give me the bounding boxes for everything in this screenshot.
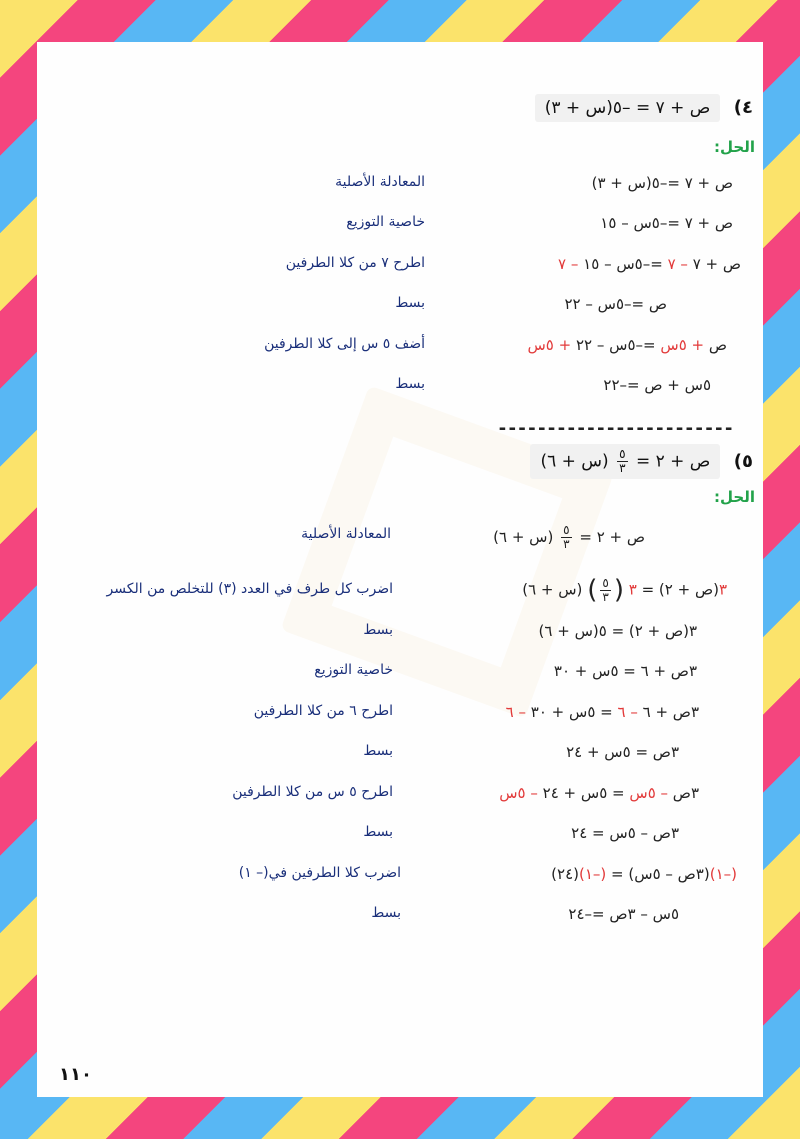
p4-note-3: اطرح ٧ من كلا الطرفين <box>285 255 425 271</box>
problem-4-number: ٤) <box>733 97 753 118</box>
p5-step-7: ٣ص – ٥س = ٥س + ٢٤ – ٥س <box>499 784 699 802</box>
p5-note-7: اطرح ٥ س من كلا الطرفين <box>232 784 393 800</box>
p5-step-8: ٣ص – ٥س = ٢٤ <box>571 824 679 842</box>
p4-step-6: ٥س + ص =–٢٢ <box>603 376 711 394</box>
section-divider: ------------------------ <box>497 418 734 439</box>
fraction: $\frac{٥}{٣}$ <box>619 447 626 475</box>
p4-note-2: خاصية التوزيع <box>346 214 425 230</box>
p5-note-1: المعادلة الأصلية <box>301 526 391 542</box>
p5-note-3: بسط <box>363 622 393 638</box>
p5-note-9: اضرب كلا الطرفين في(– ١) <box>238 865 401 881</box>
p5-step-2: ٣(ص + ٢) = ٣ ( $\frac{٥}{٣}$ ) (س + ٦) <box>522 575 727 605</box>
p4-step-2: ص + ٧ =–٥س – ١٥ <box>600 214 733 232</box>
p5-note-10: بسط <box>371 905 401 921</box>
p4-step-5: ص + ٥س =–٥س – ٢٢ + ٥س <box>527 336 727 354</box>
problem-4-solution-label: الحل: <box>714 138 755 156</box>
p5-note-5: اطرح ٦ من كلا الطرفين <box>253 703 393 719</box>
p4-step-3: ص + ٧ – ٧ =–٥س – ١٥ – ٧ <box>558 255 741 273</box>
p5-note-8: بسط <box>363 824 393 840</box>
p4-note-4: بسط <box>395 295 425 311</box>
p5-note-6: بسط <box>363 743 393 759</box>
p5-step-5: ٣ص + ٦ – ٦ = ٥س + ٣٠ – ٦ <box>505 703 699 721</box>
page-number: ١١٠ <box>59 1064 92 1085</box>
p4-note-5: أضف ٥ س إلى كلا الطرفين <box>264 336 425 352</box>
p5-step-10: ٥س – ٣ص =–٢٤ <box>568 905 679 923</box>
p4-step-4: ص =–٥س – ٢٢ <box>564 295 667 313</box>
p4-step-1: ص + ٧ =–٥(س + ٣) <box>591 174 733 192</box>
problem-5-number: ٥) <box>733 450 753 472</box>
p5-note-2: اضرب كل طرف في العدد (٣) للتخلص من الكسر <box>106 581 393 597</box>
p4-note-1: المعادلة الأصلية <box>335 174 425 190</box>
problem-5-heading <box>530 444 753 479</box>
problem-5-equation: ص + ٢ = $\frac{٥}{٣}$ (س + ٦) <box>530 444 720 479</box>
problem-5-solution-label: الحل: <box>714 488 755 506</box>
p5-step-6: ٣ص = ٥س + ٢٤ <box>566 743 679 761</box>
problem-4-equation: ص + ٧ = –٥(س + ٣) <box>535 94 721 122</box>
p4-note-6: بسط <box>395 376 425 392</box>
page <box>37 42 763 1097</box>
p5-step-4: ٣ص + ٦ = ٥س + ٣٠ <box>553 662 697 680</box>
p5-step-1: ص + ٢ = $\frac{٥}{٣}$ (س + ٦) <box>493 523 645 551</box>
p5-step-9: (–١)(٣ص – ٥س) = (–١)(٢٤) <box>551 865 737 883</box>
p5-step-3: ٣(ص + ٢) = ٥(س + ٦) <box>538 622 697 640</box>
problem-4-heading <box>535 94 753 122</box>
p5-note-4: خاصية التوزيع <box>314 662 393 678</box>
